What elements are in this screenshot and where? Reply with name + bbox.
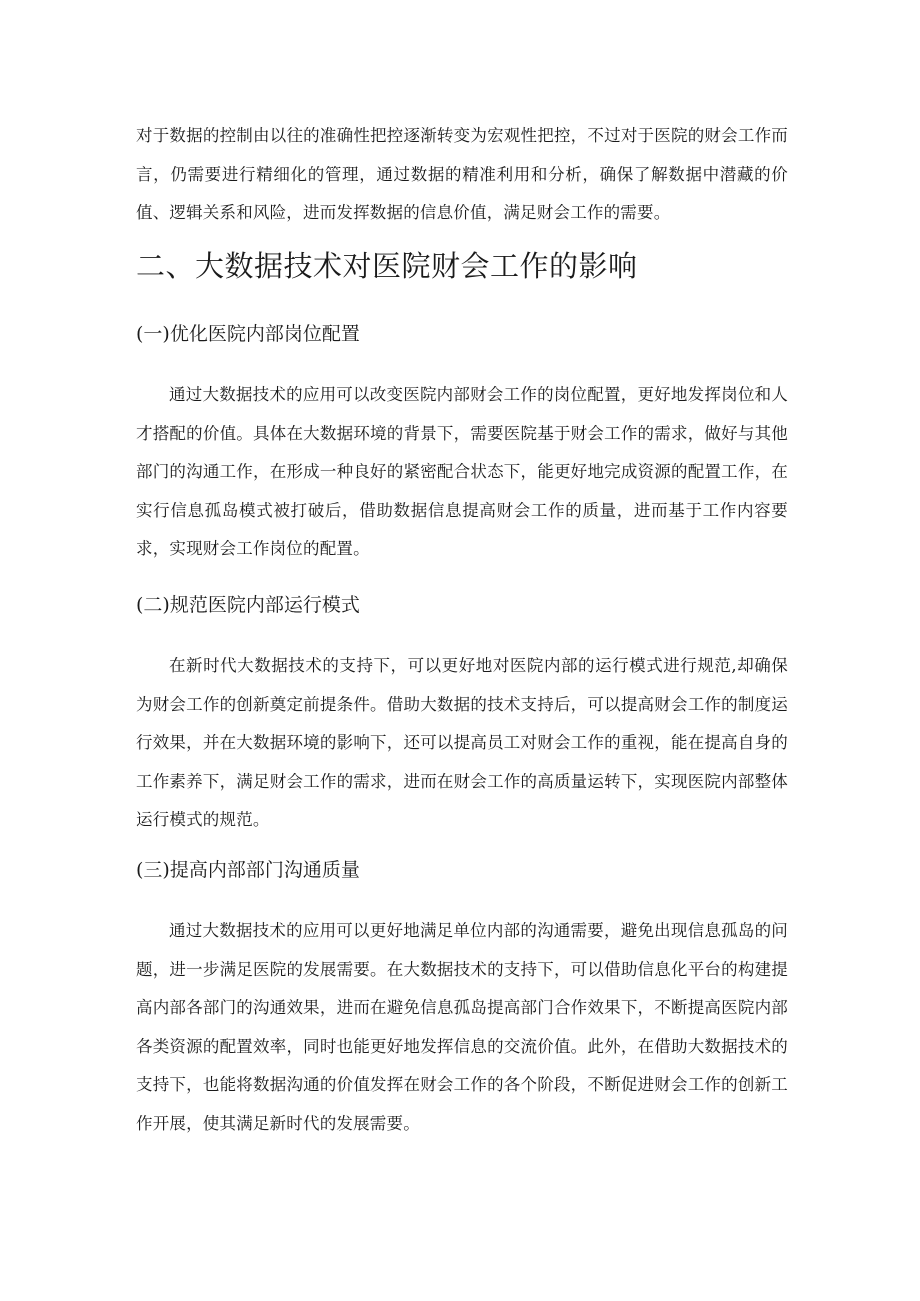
subsection-heading-2: (二)规范医院内部运行模式 bbox=[136, 594, 360, 616]
section-heading: 二、大数据技术对医院财会工作的影响 bbox=[136, 249, 638, 283]
intro-paragraph: 对于数据的控制由以往的准确性把控逐渐转变为宏观性把控，不过对于医院的财会工作而言，仍需要进行精细化的管理，通过数据的精准利用和分析，确保了解数据中潜藏的价值、逻辑关系和风险，进而发挥数据的信息价值，满足财会工作的需要。 bbox=[136, 126, 788, 223]
subsection-paragraph-1: 通过大数据技术的应用可以改变医院内部财会工作的岗位配置，更好地发挥岗位和人才搭配的价值。具体在大数据环境的背景下，需要医院基于财会工作的需求，做好与其他部门的沟通工作，在形成一种良好的紧密配合状态下，能更好地完成资源的配置工作，在实行信息孤岛模式被打破后，借助数据信息提高财会工作的质量，进而基于工作内容要求，实现财会工作岗位的配置。 bbox=[136, 385, 788, 559]
subsection-heading-3: (三)提高内部部门沟通质量 bbox=[136, 859, 360, 881]
subsection-paragraph-3: 通过大数据技术的应用可以更好地满足单位内部的沟通需要，避免出现信息孤岛的问题，进一步满足医院的发展需要。在大数据技术的支持下，可以借助信息化平台的构建提高内部各部门的沟通效果，进而在避免信息孤岛提高部门合作效果下，不断提高医院内部各类资源的配置效率，同时也能更好地发挥信息的交流价值。此外，在借助大数据技术的支持下，也能将数据沟通的价值发挥在财会工作的各个阶段，不断促进财会工作的创新工作开展，使其满足新时代的发展需要。 bbox=[136, 921, 788, 1133]
subsection-heading-1: (一)优化医院内部岗位配置 bbox=[136, 323, 360, 345]
subsection-paragraph-2: 在新时代大数据技术的支持下，可以更好地对医院内部的运行模式进行规范,却确保为财会工作的创新奠定前提条件。借助大数据的技术支持后，可以提高财会工作的制度运行效果，并在大数据环境的影响下，还可以提高员工对财会工作的重视，能在提高自身的工作素养下，满足财会工作的需求，进而在财会工作的高质量运转下，实现医院内部整体运行模式的规范。 bbox=[136, 656, 788, 830]
